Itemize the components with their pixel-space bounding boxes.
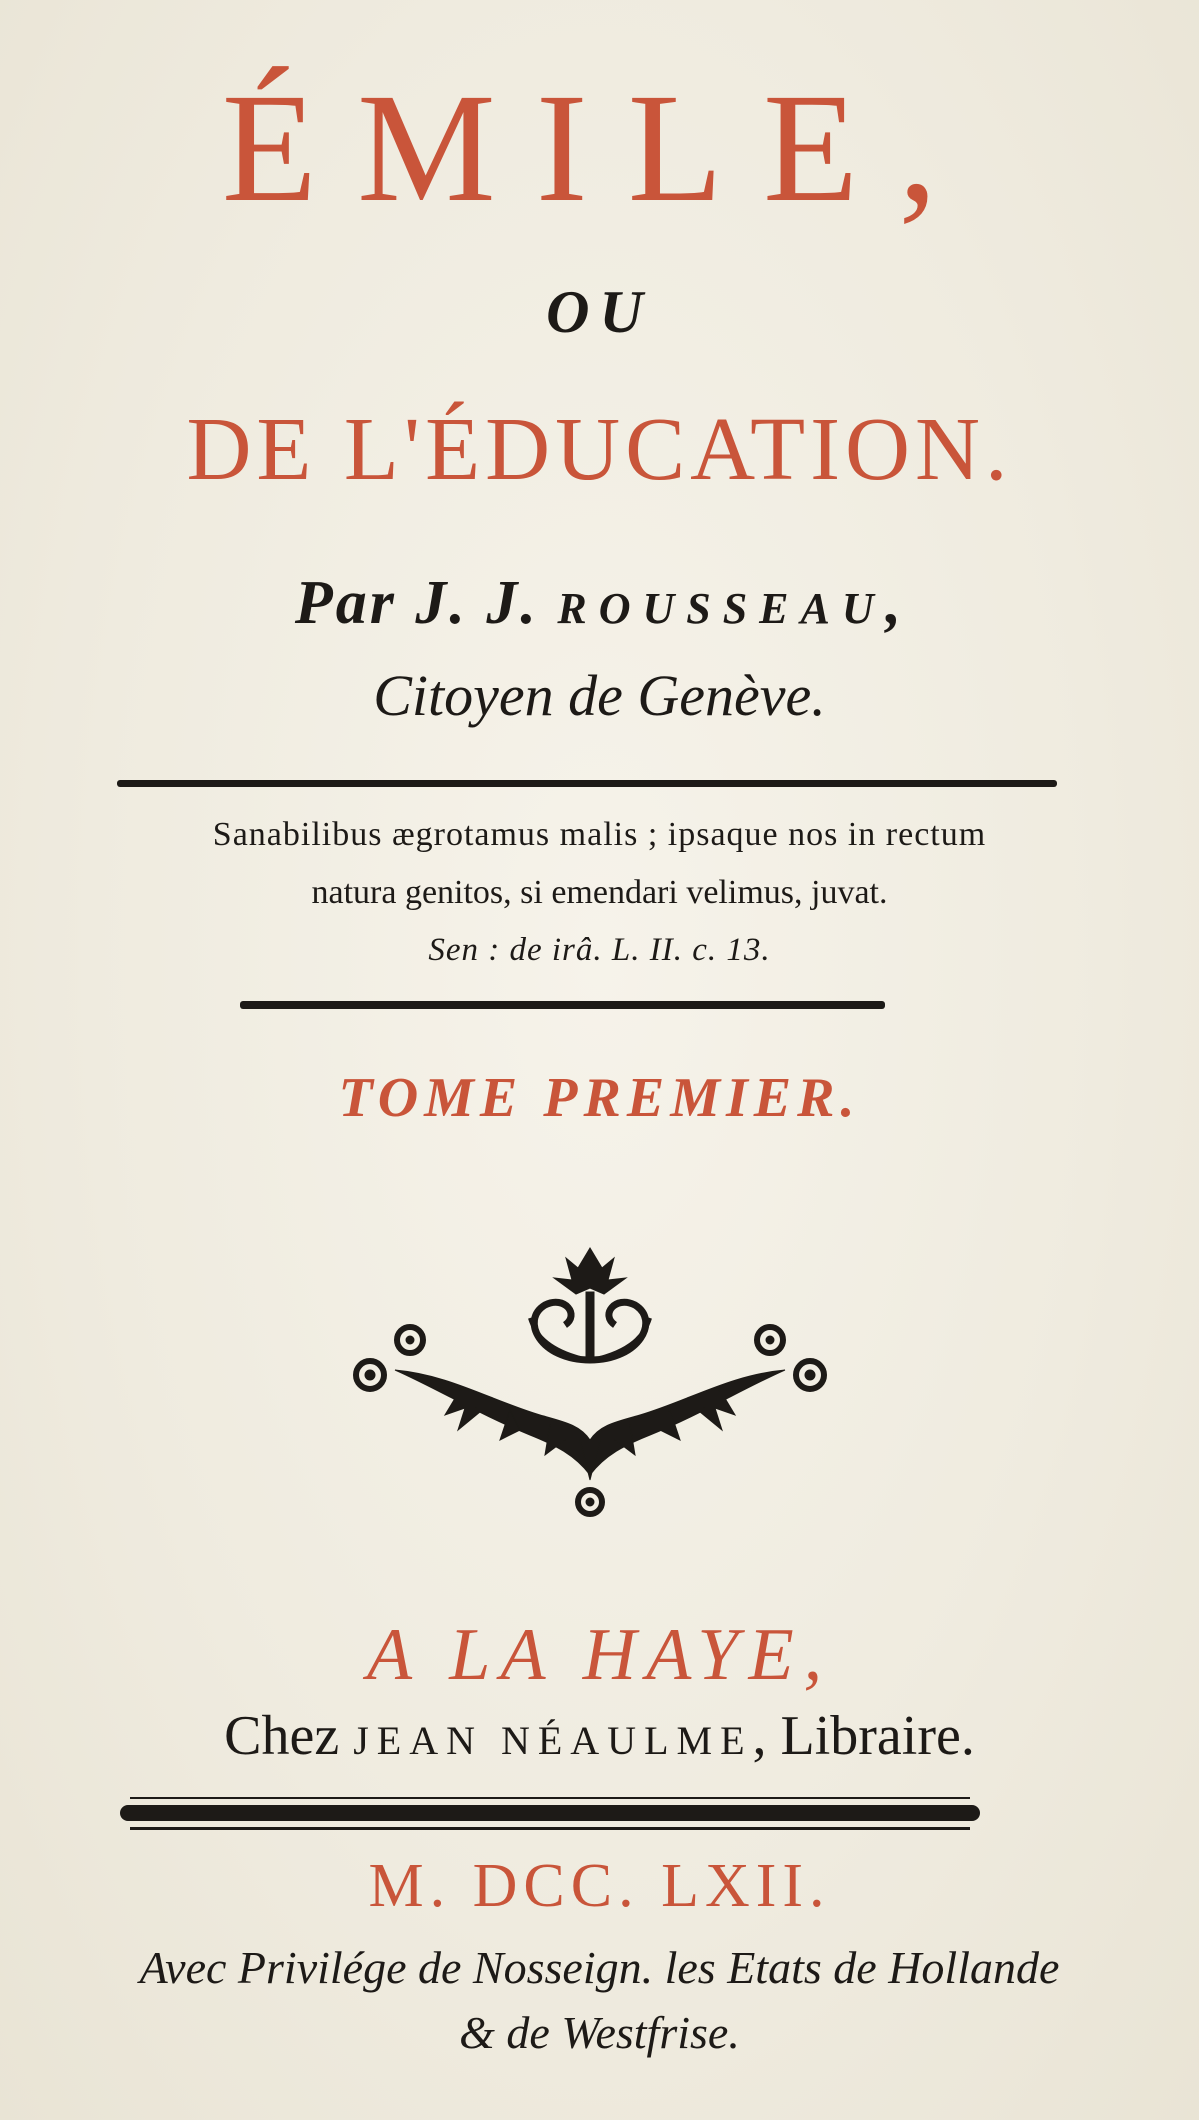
volume-label: TOME PREMIER. [338, 1067, 861, 1129]
publisher-suffix: , Libraire. [752, 1705, 975, 1767]
epigraph-citation: Sen : de irâ. L. II. c. 13. [428, 932, 771, 968]
imprint-year: M. DCC. LXII. [368, 1852, 831, 1920]
divider-rule [117, 780, 1057, 787]
author-name: ROUSSEAU [557, 584, 886, 633]
title-conjunction: OU [546, 279, 653, 345]
privilege-line: Avec Privilége de Nosseign. les Etats de Hollande [139, 1942, 1060, 1993]
divider-rule [130, 1827, 970, 1830]
epigraph-line: Sanabilibus ægrotamus malis ; ipsaque nos in rectum [212, 816, 987, 853]
book-title: ÉMILE, [221, 61, 978, 234]
divider-rule [130, 1797, 970, 1799]
imprint-publisher [0, 1705, 1199, 1767]
divider-rule [120, 1805, 980, 1821]
publisher-prefix: Chez [224, 1705, 354, 1767]
author-line [0, 569, 1199, 637]
publisher-name: JEAN NÉAULME [353, 1718, 753, 1763]
floral-vignette-ornament [340, 1240, 840, 1530]
author-description: Citoyen de Genève. [373, 663, 826, 728]
epigraph-line: natura genitos, si emendari velimus, juvat. [311, 874, 888, 911]
divider-rule [240, 1001, 885, 1009]
author-suffix: , [885, 569, 905, 637]
privilege-line: & de Westfrise. [459, 2007, 740, 2058]
book-subtitle: DE L'ÉDUCATION. [186, 400, 1013, 499]
imprint-place: A LA HAYE, [366, 1614, 833, 1696]
author-prefix: Par J. J. [294, 569, 558, 637]
